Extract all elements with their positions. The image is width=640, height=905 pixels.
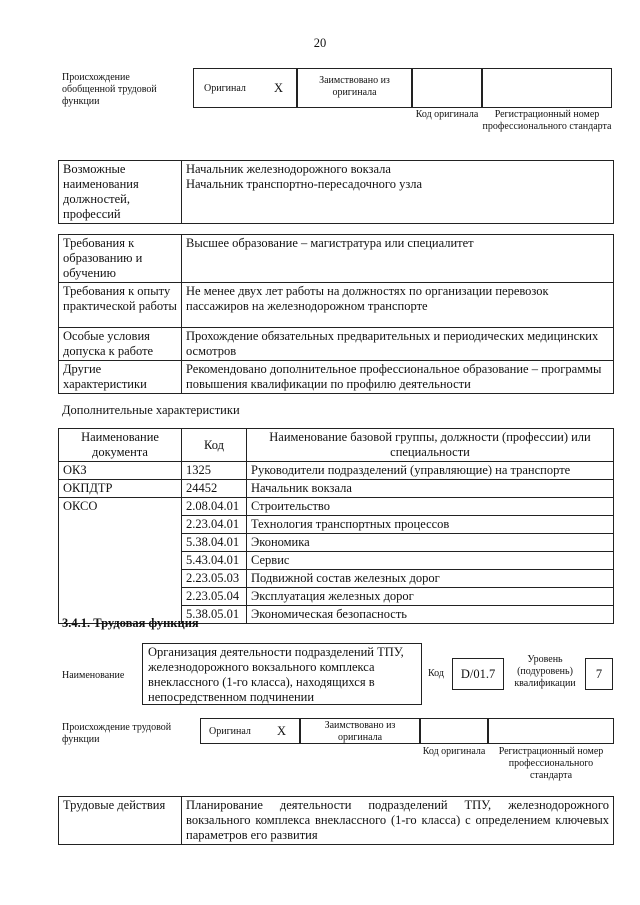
- name-cell: Сервис: [247, 552, 614, 570]
- req-label: Другие характеристики: [59, 361, 182, 394]
- name-cell: Руководители подразделений (управляющие) на транспорте: [247, 462, 614, 480]
- actions-value: Планирование деятельности подразделений ТПУ, железнодорожного вокзального комплекса внеклассного (1-го класса) с определением ключевых параметров его развития: [182, 797, 614, 845]
- borrowed-label: Заимствовано из оригинала: [319, 75, 390, 98]
- req-label: Требования к образованию и обучению: [59, 235, 182, 283]
- doc-cell: ОКЗ: [59, 462, 182, 480]
- borrowed-cell: [300, 718, 420, 744]
- position-item: Начальник транспортно-пересадочного узла: [186, 177, 423, 191]
- reg-caption: Регистрационный номер профессионального стандарта: [498, 746, 604, 781]
- position-item: Начальник железнодорожного вокзала: [186, 162, 391, 176]
- function-heading: 3.4.1. Трудовая функция: [62, 616, 199, 630]
- requirements-table: [58, 234, 614, 394]
- code-cell: 5.38.05.01: [182, 606, 247, 624]
- code-cell: 1325: [182, 462, 247, 480]
- reg-number-cell: [488, 718, 614, 744]
- table-row: [59, 480, 614, 498]
- code-cell: 2.08.04.01: [182, 498, 247, 516]
- name-cell: Экономическая безопасность: [247, 606, 614, 624]
- borrowed-cell: [297, 68, 412, 108]
- code-cell: 2.23.04.01: [182, 516, 247, 534]
- req-value: Рекомендовано дополнительное профессиональное образование – программы повышения квалификации по профилю деятельности: [182, 361, 614, 394]
- original-mark: X: [274, 81, 284, 95]
- code-cell: 24452: [182, 480, 247, 498]
- req-value: Высшее образование – магистратура или специалитет: [182, 235, 614, 283]
- name-cell: Строительство: [247, 498, 614, 516]
- function-level-label: Уровень (подуровень) квалификации: [514, 654, 576, 689]
- code-caption: Код оригинала: [422, 746, 486, 757]
- function-name-label: Наименование: [62, 670, 125, 681]
- function-name-value: Организация деятельности подразделений ТПУ, железнодорожного вокзального комплекса внеклассного (1-го класса), находящихся в непосредственном подчинении: [142, 643, 422, 705]
- name-cell: Технология транспортных процессов: [247, 516, 614, 534]
- req-value: Прохождение обязательных предварительных и периодических медицинских осмотров: [182, 328, 614, 361]
- borrowed-label: Заимствовано из оригинала: [324, 720, 396, 743]
- additional-table: [58, 428, 614, 624]
- header-code: Код: [182, 429, 247, 462]
- original-cell: [200, 718, 300, 744]
- table-row: [59, 498, 614, 516]
- original-code-cell: [412, 68, 482, 108]
- table-row: [59, 462, 614, 480]
- original-label: Оригинал: [204, 83, 246, 94]
- req-value: Не менее двух лет работы на должностях по организации перевозок пассажиров на железнодорожном транспорте: [182, 283, 614, 328]
- header-name: Наименование базовой группы, должности (профессии) или специальности: [247, 429, 614, 462]
- code-cell: 2.23.05.04: [182, 588, 247, 606]
- name-cell: Экономика: [247, 534, 614, 552]
- page-number: 20: [313, 36, 327, 50]
- function-code-value: D/01.7: [452, 658, 504, 690]
- doc-cell: ОКСО: [59, 498, 182, 624]
- code-cell: 2.23.05.03: [182, 570, 247, 588]
- additional-heading: Дополнительные характеристики: [62, 403, 240, 417]
- positions-table: [58, 160, 614, 224]
- function-level-value: 7: [585, 658, 613, 690]
- name-cell: Подвижной состав железных дорог: [247, 570, 614, 588]
- reg-number-cell: [482, 68, 612, 108]
- original-label: Оригинал: [209, 726, 251, 737]
- actions-table: [58, 796, 614, 845]
- original-cell: [193, 68, 297, 108]
- positions-label: Возможные наименования должностей, профессий: [59, 161, 182, 224]
- doc-cell: ОКПДТР: [59, 480, 182, 498]
- original-mark: X: [277, 724, 287, 738]
- req-label: Особые условия допуска к работе: [59, 328, 182, 361]
- name-cell: Начальник вокзала: [247, 480, 614, 498]
- positions-values: [182, 161, 614, 224]
- function-code-label: Код: [428, 668, 444, 679]
- original-code-cell: [420, 718, 488, 744]
- origin-label: Происхождение трудовой функции: [62, 722, 172, 745]
- header-doc: Наименование документа: [59, 429, 182, 462]
- origin-label: Происхождение обобщенной трудовой функции: [62, 72, 157, 107]
- code-cell: 5.43.04.01: [182, 552, 247, 570]
- code-caption: Код оригинала: [415, 109, 479, 120]
- code-cell: 5.38.04.01: [182, 534, 247, 552]
- actions-label: Трудовые действия: [59, 797, 182, 845]
- req-label: Требования к опыту практической работы: [59, 283, 182, 328]
- name-cell: Эксплуатация железных дорог: [247, 588, 614, 606]
- reg-caption: Регистрационный номер профессионального стандарта: [482, 109, 612, 132]
